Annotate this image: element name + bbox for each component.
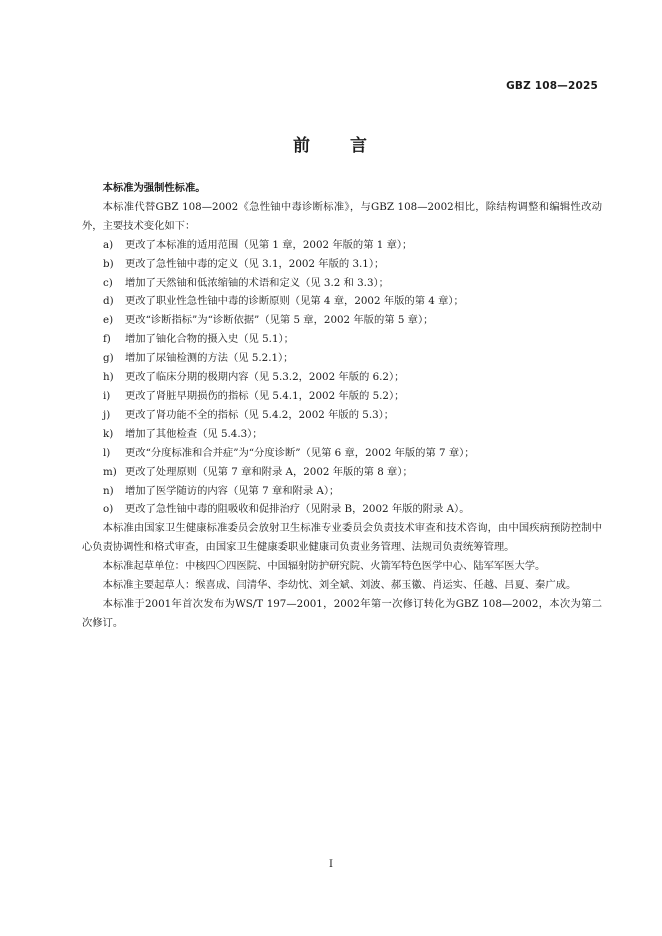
list-item	[82, 255, 602, 274]
list-item-text: 更改了处理原则（见第 7 章和附录 A，2002 年版的第 8 章）；	[125, 465, 413, 478]
list-item-text: 更改“分度标准和合并症”为“分度诊断”（见第 6 章，2002 年版的第 7 章）；	[125, 446, 475, 459]
list-item	[82, 368, 602, 387]
list-item	[82, 406, 602, 425]
list-item-text: 增加了医学随访的内容（见第 7 章和附录 A）；	[125, 484, 340, 497]
list-marker: h)	[103, 371, 114, 384]
foreword-body	[82, 179, 602, 633]
list-marker: j)	[103, 408, 111, 421]
list-marker: f)	[103, 333, 111, 346]
list-item-text: 更改了肾功能不全的指标（见 5.4.2，2002 年版的 5.3）；	[125, 408, 395, 421]
list-marker: l)	[103, 446, 111, 459]
list-item-text: 更改了职业性急性铀中毒的诊断原则（见第 4 章，2002 年版的第 4 章）；	[125, 295, 464, 308]
proposal-paragraph: 本标准由国家卫生健康标准委员会放射卫生标准专业委员会负责技术审查和技术咨询，由中国疾病预防控制中心负责协调性和格式审查，由国家卫生健康委职业健康司负责业务管理、法规司负责统筹管理。	[82, 522, 602, 554]
list-item-text: 增加了铀化合物的摄入史（见 5.1）；	[125, 333, 294, 346]
page-title	[0, 131, 662, 156]
list-item-text: 更改“诊断指标”为“诊断依据”（见第 5 章，2002 年版的第 5 章）；	[125, 314, 434, 327]
list-item	[82, 444, 602, 463]
list-item	[82, 425, 602, 444]
list-item	[82, 463, 602, 482]
list-marker: o)	[103, 503, 114, 516]
title-char-2: 言	[350, 136, 369, 156]
list-marker: d)	[103, 295, 114, 308]
title-char-1: 前	[293, 136, 312, 156]
list-item-text: 增加了天然铀和低浓缩铀的术语和定义（见 3.2 和 3.3）；	[125, 276, 389, 289]
list-item-text: 更改了本标准的适用范围（见第 1 章，2002 年版的第 1 章）；	[125, 238, 413, 251]
list-item-text: 增加了尿铀检测的方法（见 5.2.1）；	[125, 352, 294, 365]
list-item-text: 更改了临床分期的极期内容（见 5.3.2，2002 年版的 6.2）；	[125, 371, 405, 384]
list-item-text: 更改了肾脏早期损伤的指标（见 5.4.1，2002 年版的 5.2）；	[125, 389, 405, 402]
drafting-units-paragraph: 本标准起草单位：中核四〇四医院、中国辐射防护研究院、火箭军特色医学中心、陆军军医大学。	[102, 560, 546, 573]
technical-changes-list	[82, 236, 602, 520]
list-marker: e)	[103, 314, 114, 327]
page-number: I	[329, 859, 333, 870]
list-item	[82, 387, 602, 406]
intro-paragraph: 本标准代替GBZ 108—2002《急性铀中毒诊断标准》，与GBZ 108—2002相比，除结构调整和编辑性改动外，主要技术变化如下：	[82, 200, 602, 232]
list-marker: k)	[103, 427, 114, 440]
list-item-text: 增加了其他检查（见 5.4.3）；	[125, 427, 263, 440]
list-marker: a)	[103, 238, 114, 251]
list-marker: n)	[103, 484, 114, 497]
document-code: GBZ 108—2025	[506, 80, 598, 92]
list-item-text: 更改了急性铀中毒的阻吸收和促排治疗（见附录 B，2002 年版的附录 A）。	[125, 503, 470, 516]
list-marker: g)	[103, 352, 114, 365]
list-marker: b)	[103, 257, 114, 270]
list-item	[82, 482, 602, 501]
list-marker: c)	[103, 276, 113, 289]
drafters-paragraph: 本标准主要起草人：缑喜成、闫清华、李幼忱、刘全斌、刘波、郝玉徽、肖运实、任越、吕夏、秦广成。	[102, 579, 577, 592]
list-item-text: 更改了急性铀中毒的定义（见 3.1，2002 年版的 3.1）；	[125, 257, 385, 270]
list-item	[82, 236, 602, 255]
list-marker: m)	[103, 465, 117, 478]
list-item	[82, 349, 602, 368]
history-paragraph: 本标准于2001年首次发布为WS/T 197—2001，2002年第一次修订转化为GBZ 108—2002，本次为第二次修订。	[82, 597, 602, 629]
list-item	[82, 500, 602, 519]
list-item	[82, 274, 602, 293]
mandatory-statement: 本标准为强制性标准。	[102, 182, 206, 194]
list-marker: i)	[103, 389, 111, 402]
list-item	[82, 292, 602, 311]
list-item	[82, 330, 602, 349]
list-item	[82, 311, 602, 330]
